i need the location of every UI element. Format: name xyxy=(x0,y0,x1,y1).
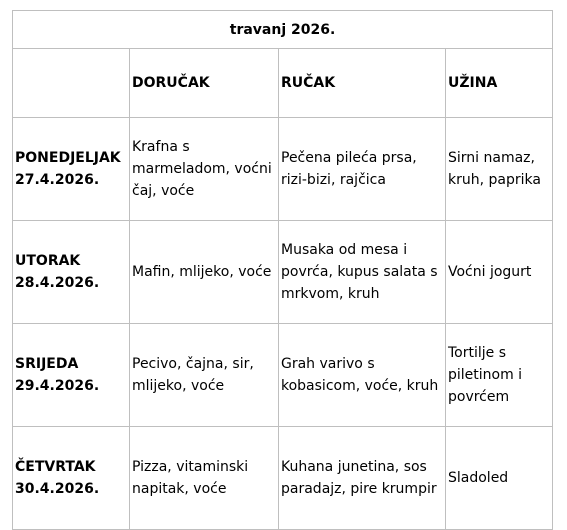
table-row xyxy=(13,324,553,427)
day-name: ČETVRTAK xyxy=(15,459,96,475)
snack-cell: Tortilje s piletinom i povrćem xyxy=(446,324,553,427)
breakfast-cell: Mafin, mlijeko, voće xyxy=(130,221,279,324)
day-date: 29.4.2026. xyxy=(15,378,100,394)
header-breakfast: DORUČAK xyxy=(130,49,279,118)
header-day xyxy=(13,49,130,118)
header-lunch: RUČAK xyxy=(279,49,446,118)
menu-title: travanj 2026. xyxy=(13,11,553,49)
title-row xyxy=(13,11,553,49)
day-date: 30.4.2026. xyxy=(15,481,100,497)
table-row xyxy=(13,427,553,530)
menu-table xyxy=(12,10,553,530)
breakfast-cell: Pizza, vitaminski napitak, voće xyxy=(130,427,279,530)
breakfast-cell: Krafna s marmeladom, voćni čaj, voće xyxy=(130,118,279,221)
header-snack: UŽINA xyxy=(446,49,553,118)
lunch-cell: Kuhana junetina, sos paradajz, pire krumpir xyxy=(279,427,446,530)
day-name: UTORAK xyxy=(15,253,81,269)
snack-cell: Sirni namaz, kruh, paprika xyxy=(446,118,553,221)
table-row xyxy=(13,118,553,221)
day-cell xyxy=(13,118,130,221)
day-name: PONEDJELJAK xyxy=(15,150,121,166)
day-date: 27.4.2026. xyxy=(15,172,100,188)
day-cell xyxy=(13,324,130,427)
lunch-cell: Musaka od mesa i povrća, kupus salata s mrkvom, kruh xyxy=(279,221,446,324)
breakfast-cell: Pecivo, čajna, sir, mlijeko, voće xyxy=(130,324,279,427)
table-row xyxy=(13,221,553,324)
day-date: 28.4.2026. xyxy=(15,275,100,291)
snack-cell: Sladoled xyxy=(446,427,553,530)
lunch-cell: Grah varivo s kobasicom, voće, kruh xyxy=(279,324,446,427)
snack-cell: Voćni jogurt xyxy=(446,221,553,324)
header-row xyxy=(13,49,553,118)
day-name: SRIJEDA xyxy=(15,356,79,372)
day-cell xyxy=(13,221,130,324)
lunch-cell: Pečena pileća prsa, rizi-bizi, rajčica xyxy=(279,118,446,221)
day-cell xyxy=(13,427,130,530)
